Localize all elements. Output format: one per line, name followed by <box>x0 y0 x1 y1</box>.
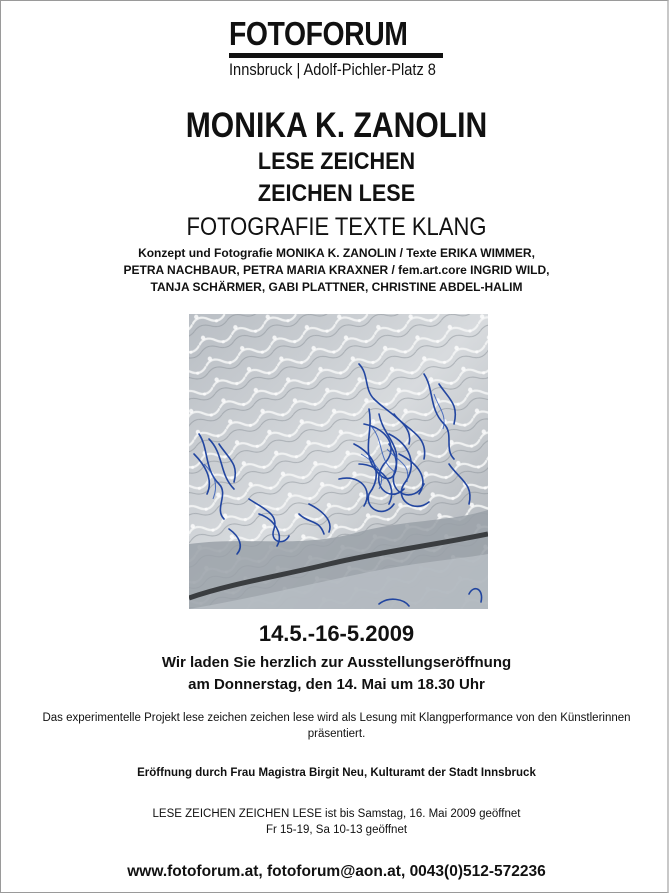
invitation-line: Wir laden Sie herzlich zur Ausstellungseröffnung <box>161 654 512 671</box>
credits-line: TANJA SCHÄRMER, GABI PLATTNER, CHRISTINE ABDEL-HALIM <box>150 280 523 294</box>
credits-line: Konzept und Fotografie MONIKA K. ZANOLIN / Texte ERIKA WIMMER, <box>138 246 535 260</box>
opening-hours <box>1 806 671 838</box>
project-description: Das experimentelle Projekt lese zeichen zeichen lese wird als Lesung mit Klangperformance von den Künstlerinnen präsentiert. <box>42 712 631 740</box>
brand-underline <box>229 53 443 58</box>
credits-line: PETRA NACHBAUR, PETRA MARIA KRAXNER / fem.art.core INGRID WILD, <box>123 263 550 277</box>
exhibition-title-line1: LESE ZEICHEN <box>257 148 416 175</box>
hours-line: Fr 15-19, Sa 10-13 geöffnet <box>265 824 408 836</box>
invitation-text <box>1 652 671 696</box>
contact-info: www.fotoforum.at, fotoforum@aon.at, 0043(0)512-572236 <box>127 863 546 880</box>
exhibition-subtitle: FOTOGRAFIE TEXTE KLANG <box>186 213 487 241</box>
hours-line: LESE ZEICHEN ZEICHEN LESE ist bis Samstag, 16. Mai 2009 geöffnet <box>152 808 521 820</box>
exhibition-title-line2: ZEICHEN LESE <box>257 180 416 207</box>
opening-note: Eröffnung durch Frau Magistra Birgit Neu, Kulturamt der Stadt Innsbruck <box>137 767 536 779</box>
masthead <box>229 15 445 80</box>
brand-logo-text: FOTOFORUM <box>229 15 408 52</box>
credits <box>1 245 671 296</box>
invitation-line: am Donnerstag, den 14. Mai um 18.30 Uhr <box>188 676 485 693</box>
artist-name: MONIKA K. ZANOLIN <box>185 106 488 145</box>
venue-address: Innsbruck | Adolf-Pichler-Platz 8 <box>229 60 436 79</box>
exhibition-dates: 14.5.-16-5.2009 <box>258 621 415 646</box>
exhibition-photograph <box>189 314 488 609</box>
